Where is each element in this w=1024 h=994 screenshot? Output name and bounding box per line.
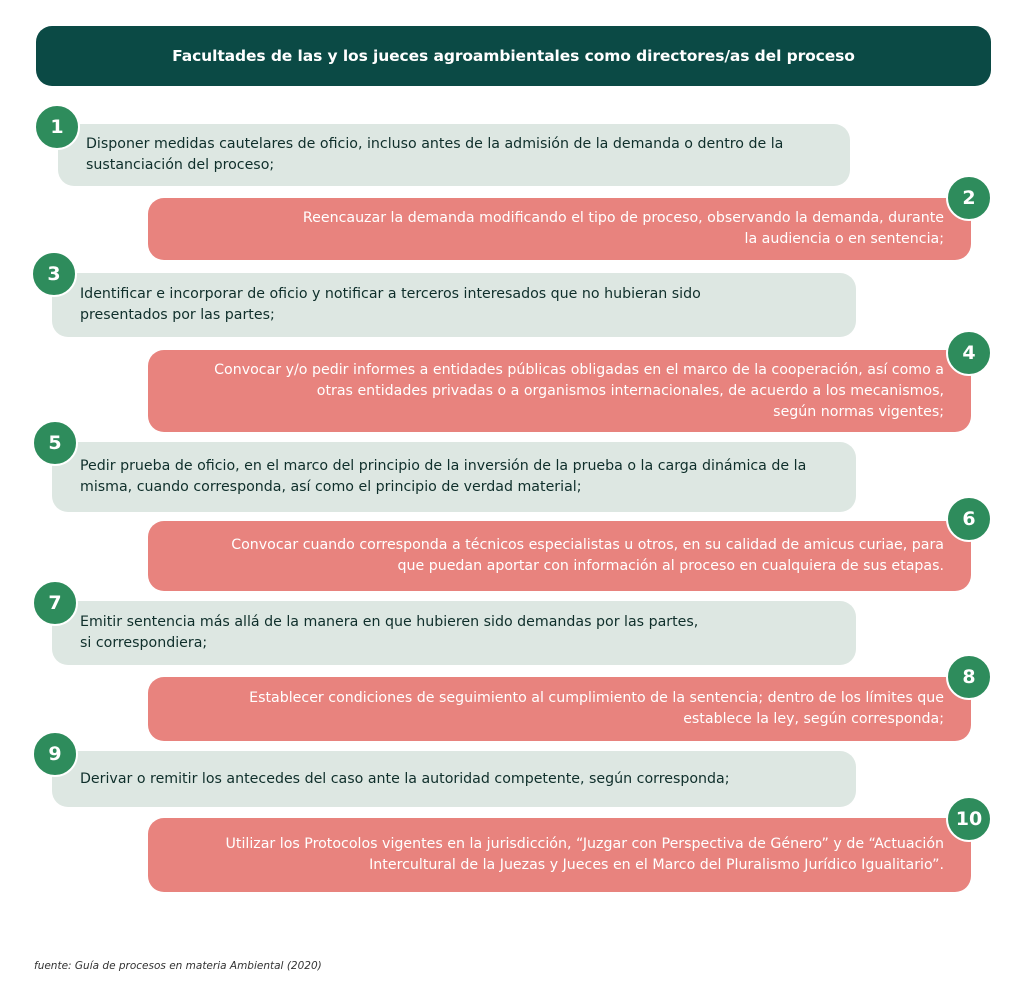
diagram-title: Facultades de las y los jueces agroambientales como directores/as del proceso — [36, 26, 991, 86]
item-5-line-1: Pedir prueba de oficio, en el marco del principio de la inversión de la prueba o la carga dinámica de la — [80, 458, 807, 474]
item-8-line-2: establece la ley, según corresponda; — [683, 711, 944, 727]
item-2-line-2: la audiencia o en sentencia; — [744, 231, 944, 247]
item-5-line-2: misma, cuando corresponda, así como el principio de verdad material; — [80, 479, 582, 495]
facultad-item-5 — [52, 442, 856, 512]
number-badge-5: 5 — [32, 420, 78, 466]
item-4-line-3: según normas vigentes; — [773, 403, 944, 420]
item-7-line-1: Emitir sentencia más allá de la manera en que hubieren sido demandas por las partes, — [80, 614, 699, 630]
number-badge-10: 10 — [946, 796, 992, 842]
facultad-item-3 — [52, 273, 856, 337]
item-10-line-2: Intercultural de la Juezas y Jueces en el Marco del Pluralismo Jurídico Igualitario”. — [369, 857, 944, 873]
number-badge-9: 9 — [32, 731, 78, 777]
item-1-line-2: sustanciación del proceso; — [86, 157, 275, 173]
facultad-item-10 — [148, 818, 971, 892]
item-4-line-2: otras entidades privadas o a organismos internacionales, de acuerdo a los mecanismos, — [316, 382, 944, 399]
facultad-item-4 — [148, 350, 971, 432]
number-badge-3: 3 — [31, 251, 77, 297]
facultad-item-1 — [58, 124, 850, 186]
facultad-item-7 — [52, 601, 856, 665]
number-badge-6: 6 — [946, 496, 992, 542]
facultad-item-2 — [148, 198, 971, 260]
source-caption: fuente: Guía de procesos en materia Ambiental (2020) — [34, 960, 322, 972]
item-3-line-1: Identificar e incorporar de oficio y notificar a terceros interesados que no hubieran sido — [80, 286, 701, 302]
facultad-item-9 — [52, 751, 856, 807]
item-10-line-1: Utilizar los Protocolos vigentes en la jurisdicción, “Juzgar con Perspectiva de Género” y de “Actuación — [225, 836, 944, 852]
item-8-line-1: Establecer condiciones de seguimiento al cumplimiento de la sentencia; dentro de los límites que — [249, 690, 944, 706]
item-3-line-2: presentados por las partes; — [80, 307, 275, 323]
item-9-line-1: Derivar o remitir los antecedes del caso ante la autoridad competente, según corresponda; — [80, 770, 730, 787]
item-6-line-2: que puedan aportar con información al proceso en cualquiera de sus etapas. — [397, 558, 944, 574]
item-4-line-1: Convocar y/o pedir informes a entidades públicas obligadas en el marco de la cooperación, así como a — [214, 361, 944, 378]
number-badge-4: 4 — [946, 330, 992, 376]
item-6-line-1: Convocar cuando corresponda a técnicos especialistas u otros, en su calidad de amicus curiae, para — [231, 537, 944, 553]
facultad-item-8 — [148, 677, 971, 741]
item-7-line-2: si correspondiera; — [80, 635, 208, 651]
number-badge-2: 2 — [946, 175, 992, 221]
item-1-line-1: Disponer medidas cautelares de oficio, incluso antes de la admisión de la demanda o dentro de la — [86, 136, 784, 152]
number-badge-1: 1 — [34, 104, 80, 150]
item-2-line-1: Reencauzar la demanda modificando el tipo de proceso, observando la demanda, durante — [302, 210, 944, 226]
number-badge-8: 8 — [946, 654, 992, 700]
number-badge-7: 7 — [32, 580, 78, 626]
facultad-item-6 — [148, 521, 971, 591]
